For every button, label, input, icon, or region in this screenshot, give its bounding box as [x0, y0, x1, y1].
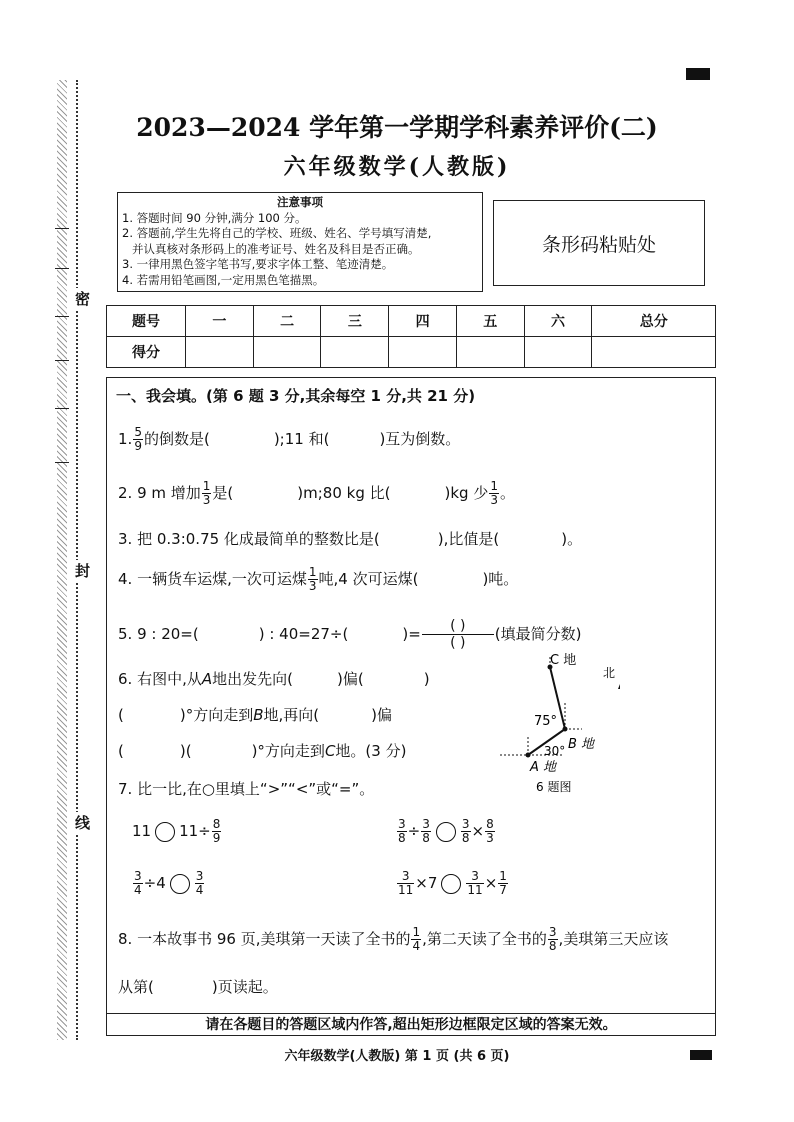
- answer-region-notice: 请在各题目的答题区域内作答,超出矩形边框限定区域的答案无效。: [106, 1013, 716, 1037]
- score-header: 六: [524, 306, 592, 337]
- compare-circle[interactable]: [441, 874, 461, 894]
- notice-item: 3. 一律用黑色签字笔书写,要求字体工整、笔迹清楚。: [122, 257, 394, 271]
- seal-char-feng: 封: [75, 562, 91, 580]
- question-6-line-2: ( )°方向走到B地,再向( )偏: [118, 706, 392, 724]
- q-text: )互为倒数。: [379, 430, 461, 448]
- score-cell[interactable]: [524, 337, 592, 368]
- question-6-line-3: ( )( )°方向走到C地。(3 分): [118, 742, 407, 760]
- diagram-caption: 6 题图: [536, 780, 572, 794]
- q-text: );11 和(: [273, 430, 330, 448]
- page-footer: 六年级数学(人教版) 第 1 页 (共 6 页): [284, 1049, 510, 1064]
- question-8-line-2: 从第( )页读起。: [118, 978, 278, 996]
- margin-tick: [55, 360, 69, 361]
- angle-30: 30°: [544, 744, 566, 758]
- label-b: B 地: [568, 737, 595, 752]
- score-cell[interactable]: [389, 337, 457, 368]
- score-table: [106, 305, 716, 368]
- score-cell[interactable]: [456, 337, 524, 368]
- page-title: 2023—2024 学年第一学期学科素养评价(二): [136, 113, 658, 142]
- score-header: 二: [253, 306, 321, 337]
- fraction-blank[interactable]: $\frac{( )}{( )}$: [422, 618, 494, 651]
- question-3: 3. 把 0.3:0.75 化成最简单的整数比是( ),比值是( )。: [118, 530, 583, 548]
- compare-item-3: $\frac{3}{4}$ ÷4 $\frac{3}{4}$: [134, 869, 204, 897]
- question-8-line-1: 8. 一本故事书 96 页,美琪第一天读了全书的 $\frac{1}{4}$ ,第二天读了全书的 $\frac{3}{8}$ ,美琪第三天应该: [118, 925, 669, 953]
- compare-item-2: $\frac{3}{8}$ ÷ $\frac{3}{8}$ $\frac{3}{8}$ × $\frac{8}{3}$: [398, 817, 494, 845]
- question-2: 2. 9 m 增加 $\frac{1}{3}$ 是( )m;80 kg 比( )kg 少 $\frac{1}{3}$ 。: [118, 479, 515, 507]
- q-text: 1.: [118, 430, 133, 448]
- score-cell[interactable]: [592, 337, 716, 368]
- north-arrow-head-icon: [618, 679, 620, 689]
- label-c: C 地: [550, 653, 577, 668]
- question-1: [118, 426, 460, 453]
- fraction: $\frac{1}{3}$: [490, 479, 498, 507]
- score-cell[interactable]: [253, 337, 321, 368]
- q-text: 的倒数是(: [143, 430, 210, 448]
- fraction: $\frac{5}{9}$: [134, 425, 142, 453]
- page-subtitle: 六年级数学(人教版): [283, 154, 511, 180]
- compare-circle[interactable]: [170, 874, 190, 894]
- seal-char-xian: 线: [75, 814, 91, 832]
- north-label: 北: [602, 666, 615, 680]
- fraction: $\frac{1}{3}$: [202, 479, 211, 507]
- compare-circle[interactable]: [155, 822, 175, 842]
- margin-tick: [55, 228, 69, 229]
- compare-item-1: 11 11÷ $\frac{8}{9}$: [132, 817, 221, 845]
- notice-item: 2. 答题前,学生先将自己的学校、班级、姓名、学号填写清楚,: [122, 226, 432, 240]
- notice-box: [117, 192, 483, 292]
- margin-tick: [55, 268, 69, 269]
- binding-margin-hatch: [57, 80, 67, 1040]
- notice-item: 4. 若需用铅笔画图,一定用黑色笔描黑。: [122, 272, 325, 287]
- compare-item-4: $\frac{3}{11}$ ×7 $\frac{3}{11}$ × $\frac{1}{7}$: [398, 869, 507, 897]
- margin-tick: [55, 408, 69, 409]
- score-row-label: 得分: [107, 337, 186, 368]
- barcode-area: 条形码粘贴处: [493, 200, 705, 286]
- label-a: A 地: [530, 760, 557, 775]
- point-b: [563, 727, 568, 732]
- question-6-line-1: 6. 右图中,从A地出发先向( )偏( ): [118, 670, 430, 688]
- compare-circle[interactable]: [436, 822, 456, 842]
- score-cell[interactable]: [321, 337, 389, 368]
- notice-item: 并认真核对条形码上的准考证号、姓名及科目是否正确。: [132, 241, 420, 256]
- score-header: 五: [456, 306, 524, 337]
- score-cell[interactable]: [186, 337, 254, 368]
- direction-diagram: [490, 645, 620, 795]
- score-header: 四: [389, 306, 457, 337]
- seal-char-mi: 密: [75, 290, 91, 308]
- score-header: 题号: [107, 306, 186, 337]
- score-header: 总分: [592, 306, 716, 337]
- angle-75: 75°: [534, 714, 558, 729]
- fraction: $\frac{1}{3}$: [308, 565, 317, 593]
- question-5: 5. 9 : 20=( ) : 40=27÷( )= $\frac{( )}{( )}$ (填最简分数): [118, 618, 582, 651]
- margin-tick: [55, 462, 69, 463]
- registration-mark: [690, 1050, 712, 1060]
- registration-mark: [686, 68, 710, 80]
- question-7: 7. 比一比,在○里填上“>”“<”或“=”。: [118, 780, 375, 798]
- section-heading: 一、我会填。(第 6 题 3 分,其余每空 1 分,共 21 分): [116, 387, 476, 405]
- question-4: 4. 一辆货车运煤,一次可运煤 $\frac{1}{3}$ 吨,4 次可运煤( )吨。: [118, 565, 519, 593]
- score-header: 一: [186, 306, 254, 337]
- score-header: 三: [321, 306, 389, 337]
- notice-heading: 注意事项: [277, 195, 323, 209]
- margin-tick: [55, 316, 69, 317]
- point-a: [526, 753, 531, 758]
- notice-item: 1. 答题时间 90 分钟,满分 100 分。: [122, 210, 307, 225]
